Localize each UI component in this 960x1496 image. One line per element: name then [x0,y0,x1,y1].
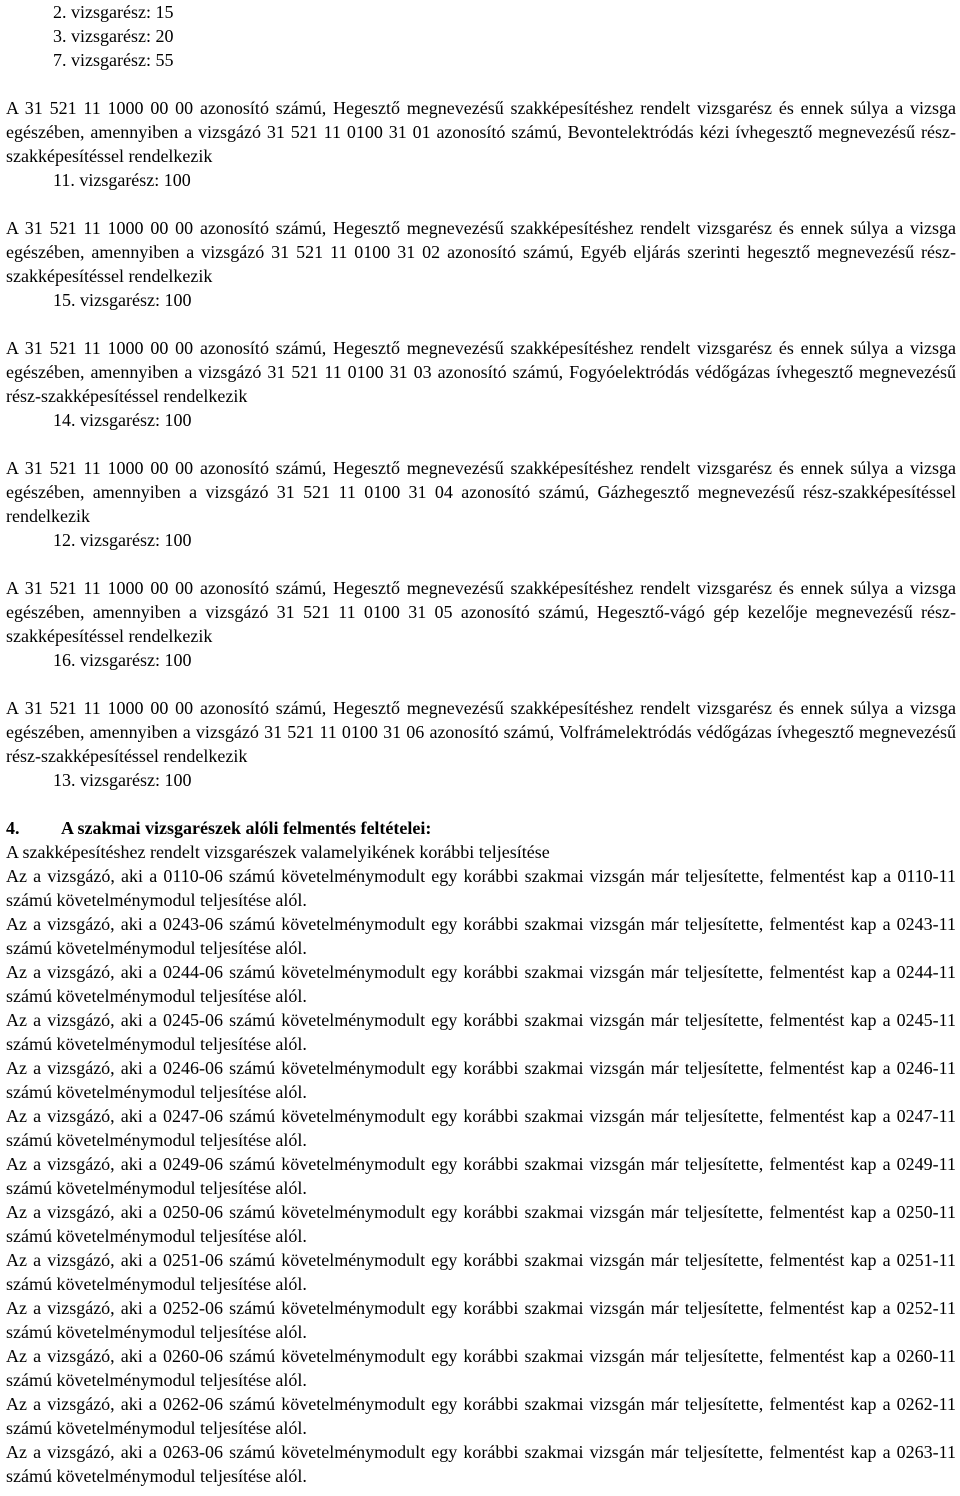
condition-paragraph: A 31 521 11 1000 00 00 azonosító számú, Hegesztő megnevezésű szakképesítéshez rendelt vizsgarész és ennek súlya a vizsga egészében, amennyiben a vizsgázó 31 521 11 0100 31 02 azonosító számú, Egyéb eljárás szerinti hegesztő megnevezésű rész-szakképesítéssel rendelkezik [6,218,956,286]
condition-paragraph: A 31 521 11 1000 00 00 azonosító számú, Hegesztő megnevezésű szakképesítéshez rendelt vizsgarész és ennek súlya a vizsga egészében, amennyiben a vizsgázó 31 521 11 0100 31 01 azonosító számú, Bevontelektródás kézi ívhegesztő megnevezésű rész-szakképesítéssel rendelkezik [6,98,956,166]
weight-line: 7. vizsgarész: 55 [53,50,174,70]
condition-paragraph: A 31 521 11 1000 00 00 azonosító számú, Hegesztő megnevezésű szakképesítéshez rendelt vizsgarész és ennek súlya a vizsga egészében, amennyiben a vizsgázó 31 521 11 0100 31 06 azonosító számú, Volfrámelektródás védőgázas ívhegesztő megnevezésű rész-szakképesítéssel rendelkezik [6,698,956,766]
exemption-paragraph: Az a vizsgázó, aki a 0262-06 számú követelménymodult egy korábbi szakmai vizsgán már teljesítette, felmentést kap a 0262-11 számú követelménymodul teljesítése alól. [6,1394,956,1438]
exemption-paragraph: Az a vizsgázó, aki a 0244-06 számú követelménymodult egy korábbi szakmai vizsgán már teljesítette, felmentést kap a 0244-11 számú követelménymodul teljesítése alól. [6,962,956,1006]
spacer [6,552,956,576]
weight-line: 11. vizsgarész: 100 [53,170,191,190]
spacer [6,192,956,216]
spacer [6,432,956,456]
exemption-paragraph: Az a vizsgázó, aki a 0252-06 számú követelménymodult egy korábbi szakmai vizsgán már teljesítette, felmentést kap a 0252-11 számú követelménymodul teljesítése alól. [6,1298,956,1342]
exemption-paragraph: Az a vizsgázó, aki a 0246-06 számú követelménymodult egy korábbi szakmai vizsgán már teljesítette, felmentést kap a 0246-11 számú követelménymodul teljesítése alól. [6,1058,956,1102]
weight-line: 12. vizsgarész: 100 [53,530,192,550]
weight-line: 3. vizsgarész: 20 [53,26,174,46]
condition-paragraph: A 31 521 11 1000 00 00 azonosító számú, Hegesztő megnevezésű szakképesítéshez rendelt vizsgarész és ennek súlya a vizsga egészében, amennyiben a vizsgázó 31 521 11 0100 31 05 azonosító számú, Hegesztő-vágó gép kezelője megnevezésű rész-szakképesítéssel rendelkezik [6,578,956,646]
weight-line: 2. vizsgarész: 15 [53,2,174,22]
exemption-paragraph: Az a vizsgázó, aki a 0251-06 számú követelménymodult egy korábbi szakmai vizsgán már teljesítette, felmentést kap a 0251-11 számú követelménymodul teljesítése alól. [6,1250,956,1294]
weight-line: 14. vizsgarész: 100 [53,410,192,430]
section-title: A szakmai vizsgarészek alóli felmentés feltételei: [61,818,432,838]
exemption-paragraph: Az a vizsgázó, aki a 0247-06 számú követelménymodult egy korábbi szakmai vizsgán már teljesítette, felmentést kap a 0247-11 számú követelménymodul teljesítése alól. [6,1106,956,1150]
exemption-paragraph: Az a vizsgázó, aki a 0245-06 számú követelménymodult egy korábbi szakmai vizsgán már teljesítette, felmentést kap a 0245-11 számú követelménymodul teljesítése alól. [6,1010,956,1054]
exemption-paragraph: Az a vizsgázó, aki a 0260-06 számú követelménymodult egy korábbi szakmai vizsgán már teljesítette, felmentést kap a 0260-11 számú követelménymodul teljesítése alól. [6,1346,956,1390]
weight-line: 15. vizsgarész: 100 [53,290,192,310]
exemption-paragraph: Az a vizsgázó, aki a 0263-06 számú követelménymodult egy korábbi szakmai vizsgán már teljesítette, felmentést kap a 0263-11 számú követelménymodul teljesítése alól. [6,1442,956,1486]
condition-paragraph: A 31 521 11 1000 00 00 azonosító számú, Hegesztő megnevezésű szakképesítéshez rendelt vizsgarész és ennek súlya a vizsga egészében, amennyiben a vizsgázó 31 521 11 0100 31 03 azonosító számú, Fogyóelektródás védőgázas ívhegesztő megnevezésű rész-szakképesítéssel rendelkezik [6,338,956,406]
section-number: 4. [6,818,20,838]
exemption-paragraph: Az a vizsgázó, aki a 0110-06 számú követelménymodult egy korábbi szakmai vizsgán már teljesítette, felmentést kap a 0110-11 számú követelménymodul teljesítése alól. [6,866,956,910]
weight-line: 13. vizsgarész: 100 [53,770,192,790]
spacer [6,672,956,696]
exemption-paragraph: Az a vizsgázó, aki a 0243-06 számú követelménymodult egy korábbi szakmai vizsgán már teljesítette, felmentést kap a 0243-11 számú követelménymodul teljesítése alól. [6,914,956,958]
section-subtitle: A szakképesítéshez rendelt vizsgarészek valamelyikének korábbi teljesítése [6,842,550,862]
spacer [6,312,956,336]
spacer [6,72,956,96]
exemption-paragraph: Az a vizsgázó, aki a 0249-06 számú követelménymodult egy korábbi szakmai vizsgán már teljesítette, felmentést kap a 0249-11 számú követelménymodul teljesítése alól. [6,1154,956,1198]
condition-paragraph: A 31 521 11 1000 00 00 azonosító számú, Hegesztő megnevezésű szakképesítéshez rendelt vizsgarész és ennek súlya a vizsga egészében, amennyiben a vizsgázó 31 521 11 0100 31 04 azonosító számú, Gázhegesztő megnevezésű rész-szakképesítéssel rendelkezik [6,458,956,526]
spacer [6,792,956,816]
weight-line: 16. vizsgarész: 100 [53,650,192,670]
exemption-paragraph: Az a vizsgázó, aki a 0250-06 számú követelménymodult egy korábbi szakmai vizsgán már teljesítette, felmentést kap a 0250-11 számú követelménymodul teljesítése alól. [6,1202,956,1246]
section-heading [6,816,956,840]
